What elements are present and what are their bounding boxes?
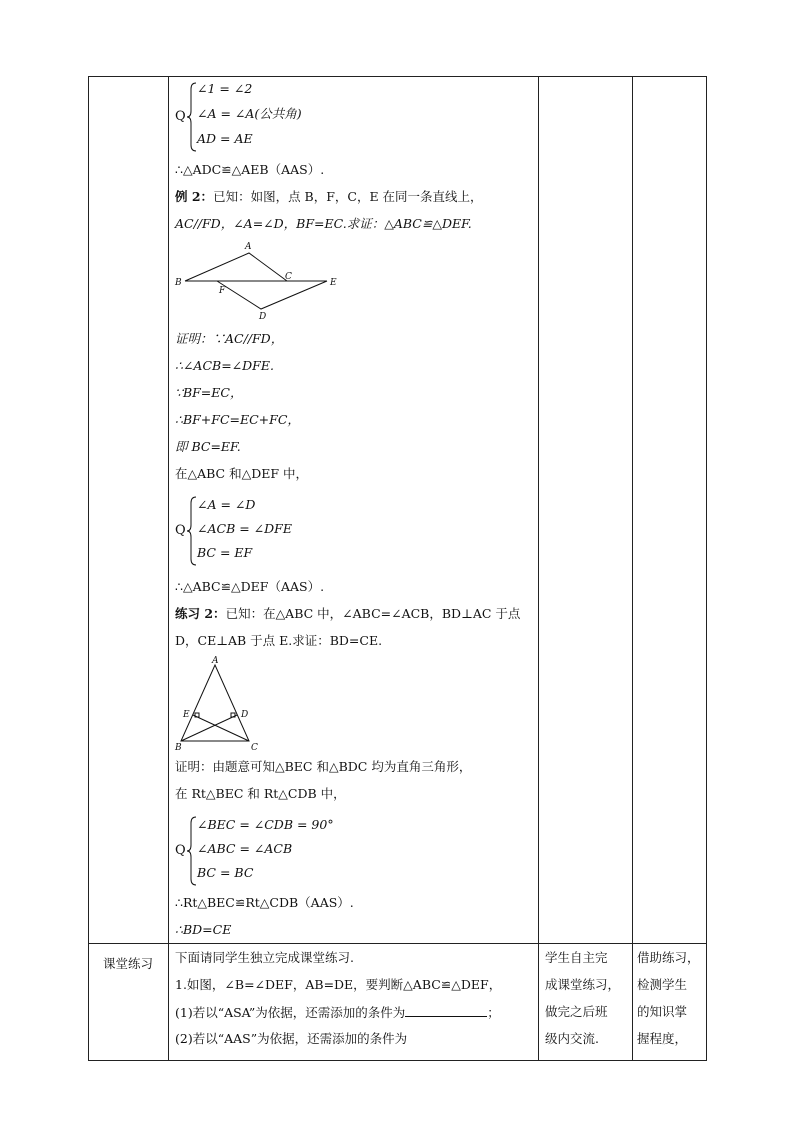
sys-line: ∠1 = ∠2: [197, 81, 253, 96]
proof-line: ∵BF=EC，: [175, 385, 243, 400]
design-intent: [637, 944, 700, 1052]
cell-student-1: [539, 77, 633, 944]
label-C: C: [285, 272, 292, 282]
sys-line: BC = BC: [197, 865, 254, 880]
sys-line: ∠ACB = ∠DFE: [197, 521, 292, 536]
practice-2-line-1: [175, 606, 520, 622]
row-example: [89, 77, 707, 944]
cell-stage-1: [89, 77, 169, 944]
label-C: C: [251, 743, 258, 753]
answer-blank[interactable]: [405, 1004, 487, 1017]
sys-line: ∠A = ∠D: [197, 497, 256, 512]
final-line: ∴BD=CE: [175, 922, 232, 937]
lesson-table: [88, 76, 707, 1061]
sys-line: ∠A = ∠A(公共角): [197, 106, 302, 121]
label-E: E: [330, 278, 337, 288]
equation-system-2: [175, 495, 535, 575]
cell-student-2: [539, 944, 633, 1061]
sys-line: AD = AE: [197, 131, 253, 146]
stage-label: 课堂练习: [102, 956, 153, 971]
practice-label: 练习 2：: [175, 606, 226, 621]
conclusion-2: ∴△ABC≌△DEF（AAS）.: [175, 579, 325, 594]
proof-2-line: 在 Rt△BEC 和 Rt△CDB 中，: [175, 786, 346, 801]
label-D: D: [259, 312, 267, 322]
example-text: 已知：如图，点 B，F，C，E 在同一条直线上，: [213, 189, 483, 204]
brace-icon: [187, 815, 197, 887]
label-A: A: [245, 242, 252, 252]
figure-example-2: [175, 237, 355, 322]
sys-q: Q: [175, 843, 186, 858]
row-practice: [89, 944, 707, 1061]
proof-line: 证明：∵AC//FD，: [175, 331, 284, 346]
cell-content-1: [169, 77, 539, 944]
practice-line: (2)若以“AAS”为依据，还需添加的条件为: [175, 1031, 408, 1046]
cell-intent-2: [633, 944, 707, 1061]
sys-q: Q: [175, 109, 186, 124]
sys-q: Q: [175, 523, 186, 538]
intent-line: 借助练习，: [637, 950, 700, 965]
student-activity: [545, 944, 620, 1052]
intent-line: 的知识掌: [637, 1004, 688, 1019]
sys-line: ∠BEC = ∠CDB = 90°: [197, 817, 334, 832]
equation-system-1: [175, 81, 535, 161]
practice-punct: ；: [487, 1005, 500, 1020]
label-B: B: [175, 743, 182, 753]
intent-line: 检测学生: [637, 977, 688, 992]
proof-line: 在△ABC 和△DEF 中，: [175, 466, 309, 481]
figure-practice-2: [175, 655, 275, 751]
cell-intent-1: [633, 77, 707, 944]
practice-line-blank: [175, 1004, 500, 1021]
sys-line: BC = EF: [197, 545, 253, 560]
student-line: 级内交流.: [545, 1031, 599, 1046]
sys-line: ∠ABC = ∠ACB: [197, 841, 293, 856]
proof-line: 即 BC=EF.: [175, 439, 241, 454]
practice-line: 1.如图，∠B=∠DEF，AB=DE，要判断△ABC≌△DEF，: [175, 977, 502, 992]
label-E: E: [183, 710, 190, 720]
proof-2-line: 证明：由题意可知△BEC 和△BDC 均为直角三角形，: [175, 759, 472, 774]
practice-2-line-2: D，CE⊥AB 于点 E.求证：BD=CE.: [175, 633, 383, 648]
label-B: B: [175, 278, 182, 288]
student-line: 成课堂练习，: [545, 977, 621, 992]
example-2-line-2: AC//FD，∠A=∠D，BF=EC.求证：△ABC≌△DEF.: [175, 216, 472, 231]
brace-icon: [187, 495, 197, 567]
label-F: F: [219, 286, 226, 296]
intent-line: 握程度，: [637, 1031, 688, 1046]
conclusion-1: ∴△ADC≌△AEB（AAS）.: [175, 162, 325, 177]
equation-system-3: [175, 815, 535, 895]
cell-content-2: [169, 944, 539, 1061]
proof-line: ∴∠ACB=∠DFE.: [175, 358, 274, 373]
label-A: A: [212, 656, 219, 666]
label-D: D: [241, 710, 249, 720]
practice-text: (1)若以“ASA”为依据，还需添加的条件为: [175, 1005, 406, 1020]
student-line: 学生自主完: [545, 950, 608, 965]
proof-line: ∴BF+FC=EC+FC，: [175, 412, 300, 427]
example-2-line-1: [175, 189, 483, 205]
practice-text: 已知：在△ABC 中，∠ABC=∠ACB，BD⊥AC 于点: [225, 606, 521, 621]
cell-stage-2: [89, 944, 169, 1061]
brace-icon: [187, 81, 197, 153]
example-label: 例 2：: [175, 189, 214, 204]
student-line: 做完之后班: [545, 1004, 608, 1019]
practice-line: 下面请同学生独立完成课堂练习.: [175, 950, 354, 965]
conclusion-3: ∴Rt△BEC≌Rt△CDB（AAS）.: [175, 895, 354, 910]
